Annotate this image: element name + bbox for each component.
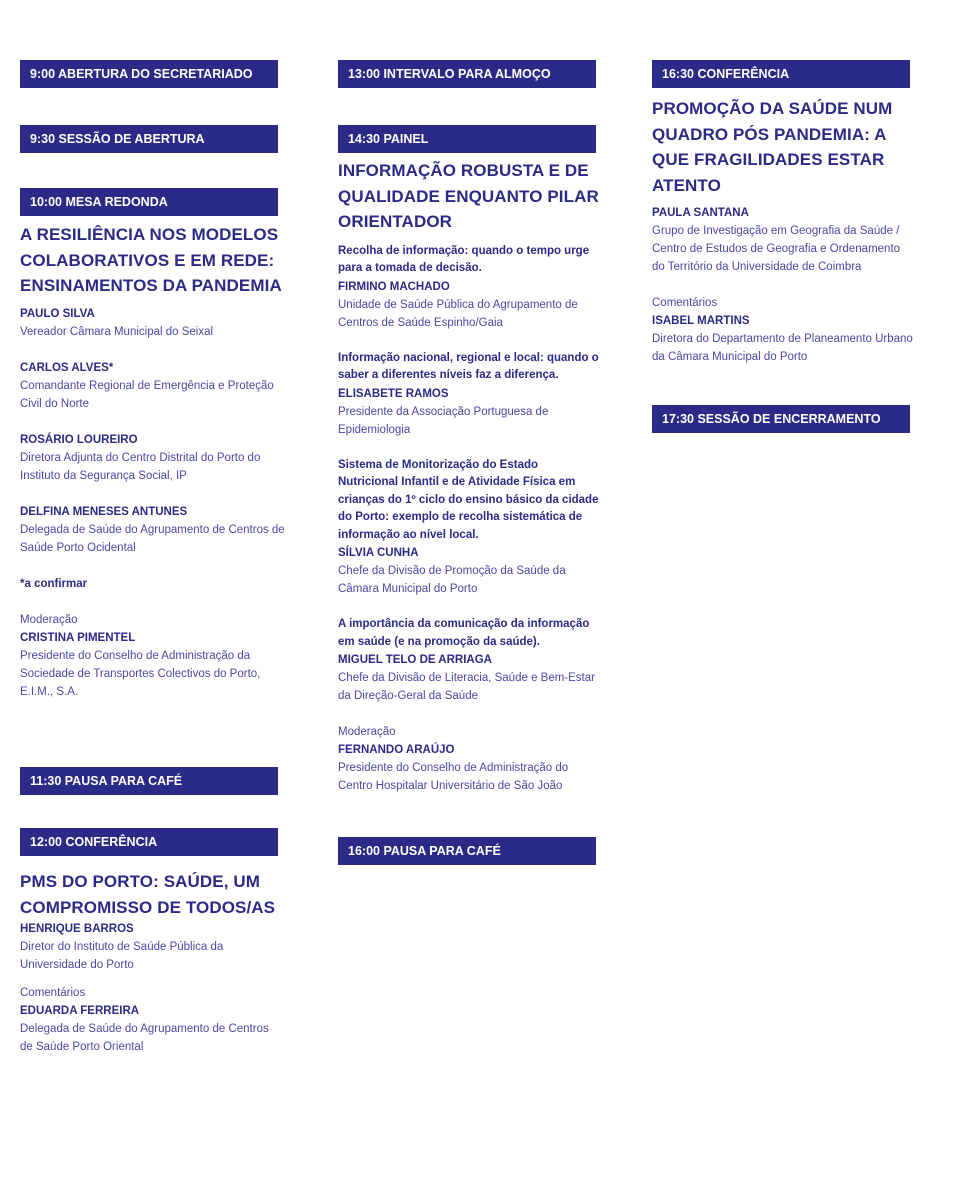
- speaker-name: MIGUEL TELO DE ARRIAGA: [338, 654, 492, 666]
- moderator-name: FERNANDO ARAÚJO: [338, 744, 455, 756]
- speaker-name: ROSÁRIO LOUREIRO: [20, 433, 138, 446]
- speaker-role: Grupo de Investigação em Geografia da Saúde / Centro de Estudos de Geografia e Ordenamento do Território da Universidade de Coimbra: [652, 225, 901, 273]
- speaker-entry: [20, 305, 290, 341]
- comments-label: Comentários: [652, 297, 718, 309]
- talk-entry: [338, 350, 600, 439]
- talk-topic: Informação nacional, regional e local: quando o saber a diferentes níveis faz a diferença.: [338, 351, 599, 381]
- schedule-bar-0900: 9:00 ABERTURA DO SECRETARIADO: [20, 60, 278, 88]
- speaker-role: Vereador Câmara Municipal do Seixal: [20, 325, 214, 338]
- moderator-name: CRISTINA PIMENTEL: [20, 631, 136, 644]
- speaker-name: ELISABETE RAMOS: [338, 387, 449, 400]
- conference-title: PMS DO PORTO: SAÚDE, UM COMPROMISSO DE TODOS/AS: [20, 872, 276, 917]
- speaker-name: PAULA SANTANA: [652, 207, 749, 219]
- speaker-name: FIRMINO MACHADO: [338, 280, 450, 293]
- round-table-title: A RESILIÊNCIA NOS MODELOS COLABORATIVOS E EM REDE: ENSINAMENTOS DA PANDEMIA: [20, 225, 282, 295]
- speaker-role: Delegada de Saúde do Agrupamento de Centros de Saúde Porto Ocidental: [20, 523, 285, 554]
- talk-entry: [338, 616, 600, 705]
- talk-topic: A importância da comunicação da informação em saúde (e na promoção da saúde).: [338, 618, 590, 648]
- schedule-bar-0930: 9:30 SESSÃO DE ABERTURA: [20, 125, 278, 153]
- speaker-role: Unidade de Saúde Pública do Agrupamento de Centros de Saúde Espinho/Gaia: [338, 298, 578, 329]
- speaker-role: Diretora Adjunta do Centro Distrital do Porto do Instituto da Segurança Social, IP: [20, 451, 261, 482]
- speaker-name: HENRIQUE BARROS: [20, 923, 134, 935]
- speaker-role: Chefe da Divisão de Promoção da Saúde da Câmara Municipal do Porto: [338, 565, 566, 595]
- schedule-bar-1130: 11:30 PAUSA PARA CAFÉ: [20, 767, 278, 795]
- speaker-name: CARLOS ALVES*: [20, 361, 114, 374]
- closing-conference-block: [652, 96, 914, 366]
- moderator-role: Presidente do Conselho de Administração do Centro Hospitalar Universitário de São João: [338, 762, 569, 792]
- moderator-role: Presidente do Conselho de Administração da Sociedade de Transportes Colectivos do Porto, E.I.M., S.A.: [20, 649, 261, 698]
- speaker-role: Chefe da Divisão de Literacia, Saúde e Bem-Estar da Direção-Geral da Saúde: [338, 672, 595, 702]
- schedule-bar-1300: 13:00 INTERVALO PARA ALMOÇO: [338, 60, 596, 88]
- talk-entry: [338, 243, 600, 332]
- panel-title: INFORMAÇÃO ROBUSTA E DE QUALIDADE ENQUANTO PILAR ORIENTADOR: [338, 161, 599, 231]
- speaker-entry: [652, 204, 914, 276]
- speaker-entry: [20, 359, 290, 413]
- commenter-name: EDUARDA FERREIRA: [20, 1005, 140, 1017]
- closing-conference-title: PROMOÇÃO DA SAÚDE NUM QUADRO PÓS PANDEMIA: A QUE FRAGILIDADES ESTAR ATENTO: [652, 99, 893, 195]
- moderation-label: Moderação: [338, 726, 396, 738]
- schedule-bar-1630: 16:30 CONFERÊNCIA: [652, 60, 910, 88]
- confirm-note: *a confirmar: [20, 577, 88, 590]
- speaker-name: PAULO SILVA: [20, 307, 95, 320]
- speaker-name: SÍLVIA CUNHA: [338, 547, 419, 559]
- speaker-entry: [20, 431, 290, 485]
- commenter-role: Diretora do Departamento de Planeamento Urbano da Câmara Municipal do Porto: [652, 333, 913, 363]
- speaker-role: Comandante Regional de Emergência e Proteção Civil do Norte: [20, 379, 274, 410]
- moderation-label: Moderação: [20, 613, 78, 626]
- conference-block: [20, 869, 282, 1056]
- schedule-bar-1600: 16:00 PAUSA PARA CAFÉ: [338, 837, 596, 865]
- schedule-bar-1730: 17:30 SESSÃO DE ENCERRAMENTO: [652, 405, 910, 433]
- speaker-role: Diretor do Instituto de Saúde Pública da Universidade do Porto: [20, 941, 224, 971]
- speaker-name: DELFINA MENESES ANTUNES: [20, 505, 188, 518]
- commenter-role: Delegada de Saúde do Agrupamento de Centros de Saúde Porto Oriental: [20, 1023, 269, 1053]
- round-table-block: [20, 222, 290, 701]
- talk-topic: Sistema de Monitorização do Estado Nutricional Infantil e de Atividade Física em crianças do 1º ciclo do ensino básico da cidade do Porto: exemplo de recolha sistemática de informação ao nível local.: [338, 458, 599, 541]
- talk-topic: Recolha de informação: quando o tempo urge para a tomada de decisão.: [338, 244, 590, 274]
- schedule-bar-1000: 10:00 MESA REDONDA: [20, 188, 278, 216]
- schedule-bar-1200: 12:00 CONFERÊNCIA: [20, 828, 278, 856]
- panel-block: [338, 158, 600, 795]
- commenter-name: ISABEL MARTINS: [652, 315, 750, 327]
- comments-label: Comentários: [20, 987, 86, 999]
- speaker-role: Presidente da Associação Portuguesa de Epidemiologia: [338, 405, 549, 436]
- talk-entry: [338, 457, 600, 599]
- schedule-bar-1430: 14:30 PAINEL: [338, 125, 596, 153]
- speaker-entry: [20, 503, 290, 557]
